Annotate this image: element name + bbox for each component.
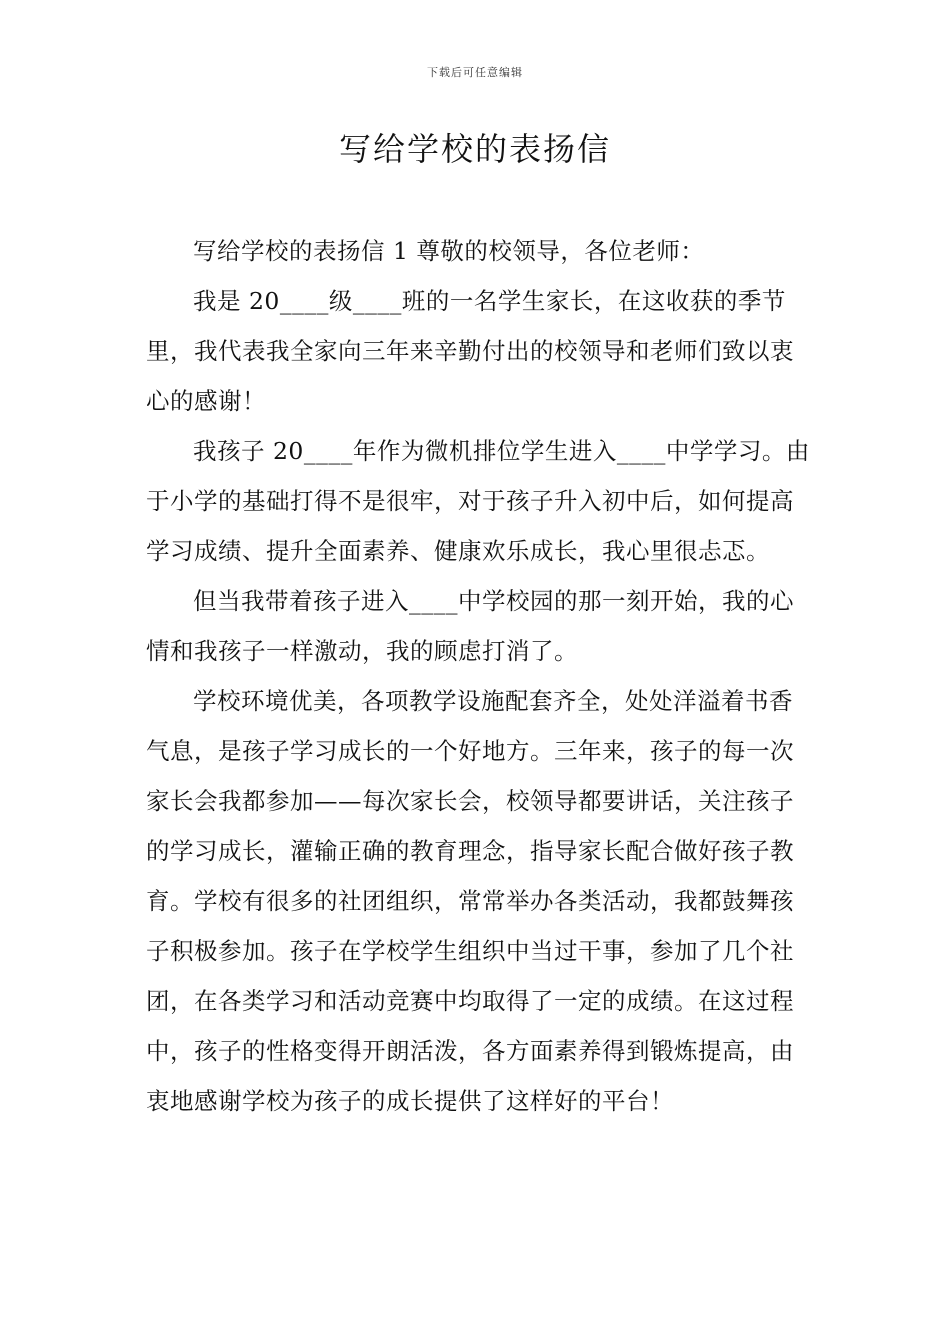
document-title: 写给学校的表扬信	[338, 130, 611, 168]
paragraph-introduction: 我是 20____级____班的一名学生家长，在这收获的季节里，我代表我全家向三年来辛勤付出的校领导和老师们致以衷心的感谢！	[146, 287, 794, 415]
paragraph-background: 我孩子 20____年作为微机排位学生进入____中学学习。由于小学的基础打得不是很牢，对于孩子升入初中后，如何提高学习成绩、提升全面素养、健康欢乐成长，我心里很忐忑。	[146, 437, 810, 565]
paragraph-salutation: 写给学校的表扬信 1 尊敬的校领导，各位老师：	[193, 237, 705, 265]
paragraph-school-praise: 学校环境优美，各项教学设施配套齐全，处处洋溢着书香气息，是孩子学习成长的一个好地方。三年来，孩子的每一次家长会我都参加——每次家长会，校领导都要讲话，关注孩子的学习成长，灌输正确的教育理念，指导家长配合做好孩子教育。学校有很多的社团组织，常常举办各类活动，我都鼓舞孩子积极参加。孩子在学校学生组织中当过干事，参加了几个社团，在各类学习和活动竞赛中均取得了一定的成绩。在这过程中，孩子的性格变得开朗活泼，各方面素养得到锻炼提高，由衷地感谢学校为孩子的成长提供了这样好的平台！	[146, 687, 794, 1115]
letter-body	[146, 226, 814, 1126]
paragraph-first-impression: 但当我带着孩子进入____中学校园的那一刻开始，我的心情和我孩子一样激动，我的顾虑打消了。	[146, 587, 794, 665]
header-note: 下载后可任意编辑	[427, 66, 523, 79]
